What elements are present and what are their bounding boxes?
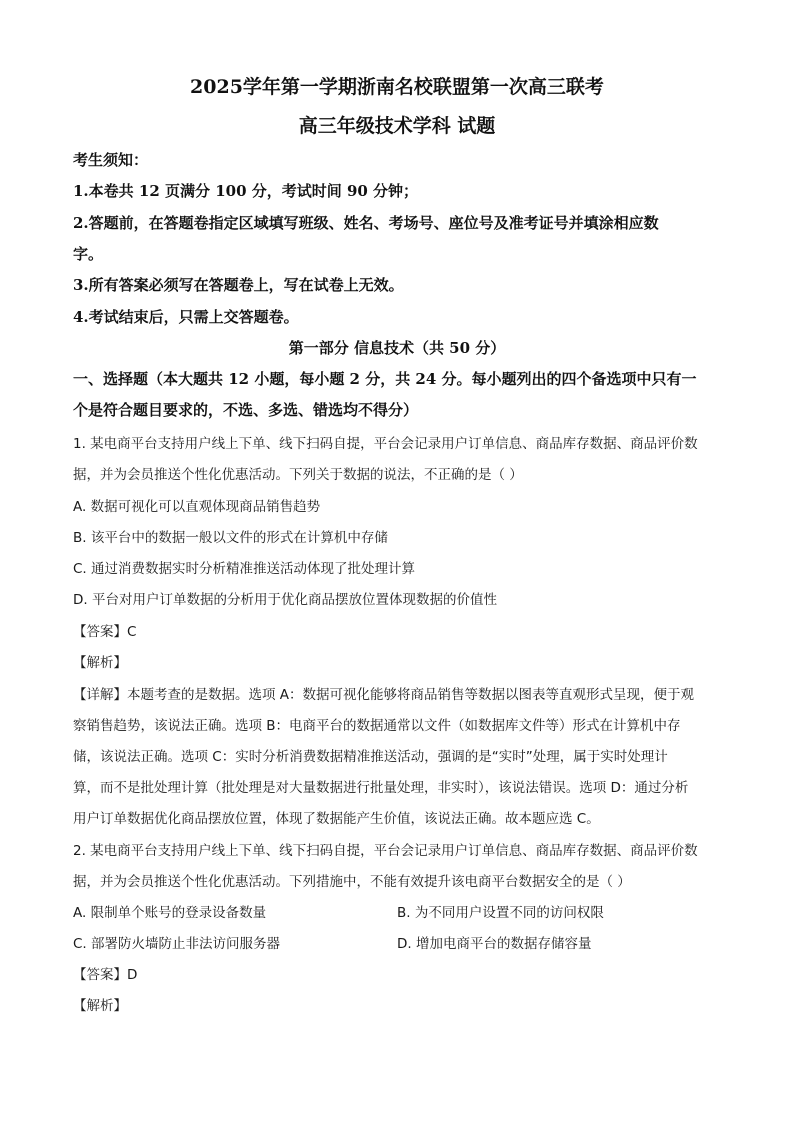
question-1-stem: 据，并为会员推送个性化优惠活动。下列关于数据的说法，不正确的是（ ） (73, 467, 523, 483)
question-2-analysis-label: 【解析】 (73, 998, 127, 1014)
question-2-stem: 据，并为会员推送个性化优惠活动。下列措施中，不能有效提升该电商平台数据安全的是（ ） (73, 874, 631, 890)
question-2-option-c: C. 部署防火墙防止非法访问服务器 (73, 936, 281, 952)
question-2-option-d: D. 增加电商平台的数据存储容量 (397, 936, 592, 952)
notice-item: 字。 (73, 245, 104, 263)
question-2-stem: 2. 某电商平台支持用户线上下单、线下扫码自提，平台会记录用户订单信息、商品库存数据、商品评价数 (73, 843, 698, 859)
notice-item: 2.答题前，在答题卷指定区域填写班级、姓名、考场号、座位号及准考证号并填涂相应数 (73, 214, 659, 232)
question-1-detail: 【详解】本题考查的是数据。选项 A：数据可视化能够将商品销售等数据以图表等直观形式呈现，便于观 (73, 687, 695, 703)
exam-subtitle: 高三年级技术学科 试题 (298, 115, 496, 137)
question-1-detail: 用户订单数据优化商品摆放位置，体现了数据能产生价值，该说法正确。故本题应选 C。 (73, 811, 600, 827)
question-1-option-b: B. 该平台中的数据一般以文件的形式在计算机中存储 (73, 530, 388, 546)
question-2-option-b: B. 为不同用户设置不同的访问权限 (397, 905, 604, 921)
section-instruction: 一、选择题（本大题共 12 小题，每小题 2 分，共 24 分。每小题列出的四个备选项中只有一 (73, 370, 697, 388)
question-1-detail: 储，该说法正确。选项 C：实时分析消费数据精准推送活动，强调的是“实时”处理，属于实时处理计 (73, 749, 668, 765)
question-1-option-a: A. 数据可视化可以直观体现商品销售趋势 (73, 499, 321, 515)
question-1-detail: 察销售趋势，该说法正确。选项 B：电商平台的数据通常以文件（如数据库文件等）形式在计算机中存 (73, 718, 681, 734)
question-1-answer: 【答案】C (73, 624, 137, 640)
notice-heading: 考生须知： (73, 151, 149, 169)
question-1-stem: 1. 某电商平台支持用户线上下单、线下扫码自提，平台会记录用户订单信息、商品库存数据、商品评价数 (73, 436, 698, 452)
question-1-option-c: C. 通过消费数据实时分析精准推送活动体现了批处理计算 (73, 561, 416, 577)
question-2-option-a: A. 限制单个账号的登录设备数量 (73, 905, 267, 921)
question-1-detail: 算，而不是批处理计算（批处理是对大量数据进行批量处理，非实时），该说法错误。选项 D：通过分析 (73, 780, 689, 796)
question-1-option-d: D. 平台对用户订单数据的分析用于优化商品摆放位置体现数据的价值性 (73, 592, 497, 608)
section-instruction: 个是符合题目要求的，不选、多选、错选均不得分） (73, 401, 419, 419)
notice-item: 3.所有答案必须写在答题卷上，写在试卷上无效。 (73, 276, 404, 294)
notice-item: 1.本卷共 12 页满分 100 分，考试时间 90 分钟； (73, 182, 419, 200)
section-heading: 第一部分 信息技术（共 50 分） (288, 339, 506, 357)
exam-title: 2025学年第一学期浙南名校联盟第一次高三联考 (190, 76, 604, 98)
question-2-answer: 【答案】D (73, 967, 138, 983)
notice-item: 4.考试结束后，只需上交答题卷。 (73, 308, 299, 326)
question-1-analysis-label: 【解析】 (73, 655, 127, 671)
